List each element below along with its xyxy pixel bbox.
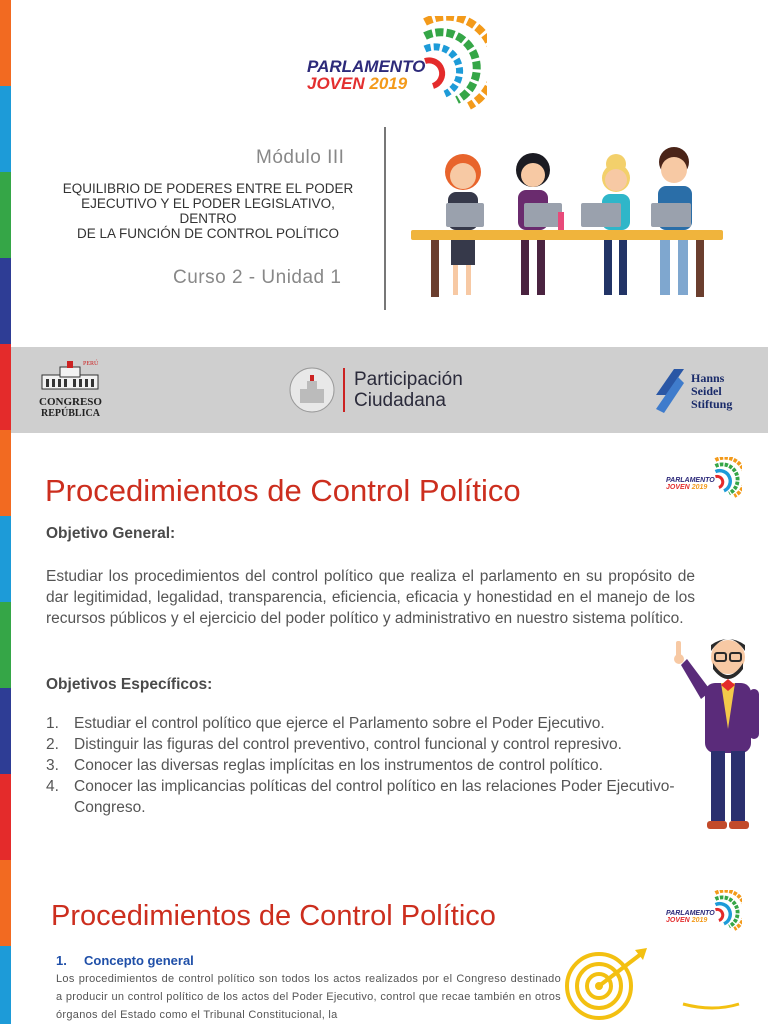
- hss-stripes-icon: [656, 369, 684, 413]
- cover-title-line: EJECUTIVO Y EL PODER LEGISLATIVO,: [81, 196, 335, 211]
- document-page: [11, 0, 768, 1024]
- logo-arcs-icon: [712, 890, 742, 932]
- congress-seal-icon: [289, 367, 335, 413]
- section-title: Concepto general: [84, 953, 194, 968]
- hss-line3: Stiftung: [691, 396, 733, 411]
- logo-line2: JOVEN: [666, 484, 690, 491]
- list-item-number: 3.: [46, 757, 59, 774]
- hanns-seidel-logo: [656, 369, 732, 413]
- target-icon: [563, 946, 743, 1024]
- logo-arcs-icon: [417, 16, 487, 112]
- logo-line2: JOVEN: [666, 917, 690, 924]
- general-objective-heading: Objetivo General:: [46, 525, 176, 542]
- course-label: Curso 2 - Unidad 1: [173, 267, 342, 288]
- logo-year: 2019: [691, 917, 708, 924]
- parlamento-joven-small-logo: [666, 890, 742, 932]
- list-item: [46, 734, 696, 755]
- section-number: 1.: [56, 953, 67, 968]
- list-item: [46, 755, 696, 776]
- cover-title-line: DE LA FUNCIÓN DE CONTROL POLÍTICO: [76, 226, 340, 241]
- teacher-pointing-illustration: [671, 629, 766, 834]
- logo-arcs-icon: [712, 457, 742, 499]
- cover-title-line: EQUILIBRIO DE PODERES ENTRE EL PODER: [62, 181, 354, 196]
- specific-objectives-list: [46, 713, 696, 818]
- list-item: [46, 713, 696, 734]
- cover-title: [43, 181, 373, 241]
- logo-line1: PARLAMENTO: [307, 57, 426, 76]
- logo-year: 2019: [369, 74, 408, 93]
- list-item-text: Conocer las implicancias políticas del control político en las relaciones Poder Ejecutivo-Congreso.: [74, 778, 675, 816]
- module-label: Módulo III: [256, 147, 345, 168]
- general-objective-text: Estudiar los procedimientos del control político que realiza el parlamento en su propósito de dar legitimidad, legalidad, transparencia, eficiencia, eficacia y honestidad en el manejo de los recursos públicos y el ejercicio del poder político y administrativo en nuestro sistema político.: [46, 568, 695, 627]
- parlamento-joven-logo: [307, 16, 487, 112]
- hss-line1: Hanns: [691, 370, 725, 385]
- participacion-label: Participación: [354, 369, 463, 390]
- list-item-text: Estudiar el control político que ejerce el Parlamento sobre el Poder Ejecutivo.: [74, 715, 605, 732]
- logo-year: 2019: [691, 484, 708, 491]
- left-color-stripe: [0, 0, 11, 1024]
- slide-title: Procedimientos de Control Político: [45, 473, 521, 508]
- cover-title-line: DENTRO: [179, 211, 237, 226]
- concept-body-text: Los procedimientos de control político son todos los actos realizados por el Congreso destinado a producir un control político de los actos del Poder Ejecutivo, control que recae también en otros órganos del Estado como el Tribunal Constitucional, la: [56, 973, 561, 1021]
- partners-banner: [11, 347, 768, 433]
- congreso-logo: [39, 361, 102, 419]
- section-heading: [56, 953, 194, 968]
- concept-slide: [11, 868, 768, 1024]
- logo-line1: PARLAMENTO: [666, 910, 715, 917]
- slide-title: Procedimientos de Control Político: [51, 900, 496, 932]
- congreso-label: CONGRESO: [39, 396, 102, 408]
- list-item-number: 4.: [46, 778, 59, 795]
- republica-label: REPÚBLICA: [41, 408, 100, 419]
- list-item-text: Distinguir las figuras del control preventivo, control funcional y control represivo.: [74, 736, 622, 753]
- participacion-ciudadana-logo: [289, 367, 463, 413]
- specific-objectives-heading: Objetivos Específicos:: [46, 676, 213, 693]
- list-item-number: 1.: [46, 715, 59, 732]
- cover-slide: [11, 0, 768, 347]
- peru-label: PERÚ: [83, 361, 99, 367]
- participacion-divider: [343, 368, 345, 412]
- list-item-text: Conocer las diversas reglas implícitas en los instrumentos de control político.: [74, 757, 603, 774]
- logo-line2: JOVEN: [307, 74, 365, 93]
- students-at-table-illustration: [406, 140, 736, 305]
- ciudadana-label: Ciudadana: [354, 390, 446, 411]
- objectives-slide: [11, 433, 768, 868]
- list-item-number: 2.: [46, 736, 59, 753]
- list-item: [46, 776, 696, 818]
- parlamento-joven-small-logo: [666, 457, 742, 499]
- divider-line: [384, 127, 386, 310]
- hss-line2: Seidel: [691, 383, 722, 398]
- logo-line1: PARLAMENTO: [666, 477, 715, 484]
